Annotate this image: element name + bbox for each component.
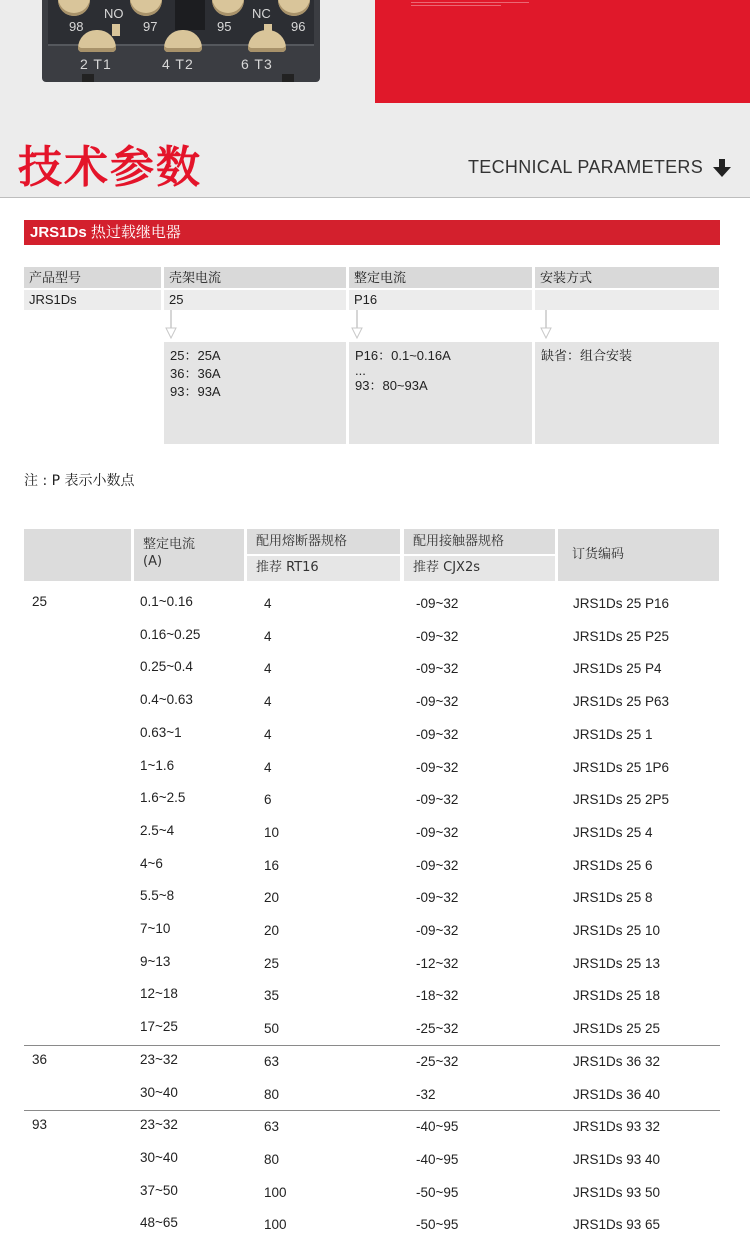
cell-fuse: 20 [264,923,280,938]
section-header [0,103,750,198]
table-row [24,790,720,823]
cell-contactor: -09~32 [416,759,459,775]
cell-current: 17~25 [140,1019,178,1035]
product-name: 热过载继电器 [90,224,181,241]
cell-fuse: 100 [264,1184,287,1200]
cell-code: JRS1Ds 25 25 [573,1021,661,1037]
header-contactor: 配用接触器规格 [404,529,555,554]
cell-code: JRS1Ds 25 1P6 [573,759,670,775]
cell-current: 23~32 [140,1117,178,1133]
table-row [24,986,720,1019]
hero-red-panel [375,0,750,103]
section-title: 技术参数 [18,142,202,193]
table-row [24,692,720,725]
cell-code: JRS1Ds 93 65 [573,1217,661,1233]
cell-current: 12~18 [140,986,178,1002]
relay-slot [175,0,205,30]
param-header: 安装方式 [535,267,719,288]
detail-line: 93：93A [170,384,221,399]
detail-line: P16：0.1~0.16A [355,348,451,363]
cell-code: JRS1Ds 25 P25 [573,628,670,644]
cell-code: JRS1Ds 25 6 [573,857,653,873]
cell-fuse: 4 [264,759,272,775]
detail-line: 36：36A [170,366,221,381]
cell-current: 0.4~0.63 [140,692,193,708]
cell-fuse: 80 [264,1086,280,1102]
terminal-label: 6 T3 [241,56,273,72]
cell-current: 4~6 [140,855,163,871]
setting-current-details [349,342,532,444]
cell-frame: 25 [32,594,48,609]
table-row [24,823,720,856]
cell-frame: 93 [32,1117,48,1133]
param-column-frame [164,267,346,310]
cell-contactor: -09~32 [416,661,459,677]
table-row [24,758,720,791]
terminal-label: NO [104,6,124,21]
cell-code: JRS1Ds 25 4 [573,824,653,840]
param-header: 壳架电流 [164,267,346,288]
header-order-code: 订货编码 [558,529,719,581]
cell-fuse: 63 [264,1119,280,1135]
hero-banner [0,0,750,103]
table-row [24,921,720,954]
table-row [24,725,720,758]
table-row [24,1085,720,1118]
cell-frame: 36 [32,1051,48,1067]
header-fuse-sub: 推荐 RT16 [247,556,400,581]
cell-current: 48~65 [140,1215,178,1231]
header-unit: (A) [143,554,163,569]
cell-current: 0.16~0.25 [140,626,201,642]
cell-current: 0.1~0.16 [140,594,193,609]
cell-code: JRS1Ds 25 8 [573,890,653,906]
cell-contactor: -09~32 [416,890,459,906]
group-separator [24,1045,720,1046]
cell-contactor: -50~95 [416,1184,459,1200]
cell-current: 30~40 [140,1084,178,1100]
terminal-label: 95 [217,19,232,34]
cell-fuse: 35 [264,988,280,1004]
note-text: 注 : P 表示小数点 [24,473,135,489]
cell-contactor: -40~95 [416,1119,459,1135]
decor-line [411,2,529,3]
terminal-label: 2 T1 [80,56,112,72]
table-row [24,1019,720,1052]
terminal-label: NC [252,6,271,21]
cell-code: JRS1Ds 25 1 [573,726,653,742]
param-column-install [535,267,719,310]
cell-code: JRS1Ds 93 32 [573,1119,661,1135]
cell-current: 1~1.6 [140,757,175,773]
cell-contactor: -12~32 [416,955,459,971]
detail-line: 缺省：组合安装 [541,348,633,363]
cell-contactor: -40~95 [416,1151,459,1167]
param-header: 产品型号 [24,267,161,288]
cell-fuse: 63 [264,1053,280,1069]
cell-fuse: 50 [264,1021,280,1037]
cell-code: JRS1Ds 25 P63 [573,694,670,710]
cell-contactor: -09~32 [416,694,459,710]
table-row [24,954,720,987]
cell-fuse: 100 [264,1217,287,1233]
cell-contactor: -09~32 [416,726,459,742]
cell-fuse: 4 [264,694,272,710]
cell-contactor: -09~32 [416,857,459,873]
cell-contactor: -50~95 [416,1217,459,1233]
cell-code: JRS1Ds 36 40 [573,1086,661,1102]
terminal-tab [112,24,120,36]
table-row [24,1215,720,1248]
relay-foot [82,74,94,82]
group-separator [24,1110,720,1111]
cell-contactor: -09~32 [416,596,459,611]
product-title-bar [24,220,720,245]
cell-fuse: 80 [264,1151,280,1167]
table-row [24,659,720,692]
cell-current: 0.25~0.4 [140,659,193,675]
frame-current-details [164,342,346,444]
cell-contactor: -09~32 [416,792,459,808]
table-row [24,1183,720,1216]
header-frame [24,529,131,581]
relay-product-image [42,0,320,82]
cell-code: JRS1Ds 25 P16 [573,596,670,611]
cell-current: 23~32 [140,1051,178,1067]
cell-code: JRS1Ds 25 13 [573,955,661,971]
cell-contactor: -09~32 [416,824,459,840]
cell-contactor: -32 [416,1086,436,1102]
table-row [24,1052,720,1085]
header-setting-current [134,529,244,581]
cell-contactor: -25~32 [416,1053,459,1069]
table-row [24,594,720,627]
terminal-label: 96 [291,19,306,34]
cell-current: 37~50 [140,1182,178,1198]
cell-code: JRS1Ds 25 P4 [573,661,662,677]
cell-fuse: 4 [264,726,272,742]
terminal-label: 4 T2 [162,56,194,72]
param-value: JRS1Ds [24,290,161,310]
decor-line [411,5,501,6]
cell-code: JRS1Ds 93 50 [573,1184,661,1200]
cell-current: 0.63~1 [140,724,182,740]
cell-fuse: 4 [264,628,272,644]
installation-details [535,342,719,444]
section-subtitle: TECHNICAL PARAMETERS [468,157,704,177]
cell-current: 5.5~8 [140,888,175,904]
arrow-down-icon [351,310,363,340]
cell-contactor: -09~32 [416,923,459,938]
cell-fuse: 4 [264,661,272,677]
terminal-label: 98 [69,19,84,34]
arrow-down-icon [165,310,177,340]
detail-line: ... [355,363,366,378]
param-column-model [24,267,161,310]
table-row [24,888,720,921]
cell-fuse: 6 [264,792,272,808]
detail-line: 25：25A [170,348,221,363]
cell-fuse: 16 [264,857,280,873]
cell-current: 9~13 [140,953,171,969]
cell-current: 1.6~2.5 [140,790,186,806]
cell-code: JRS1Ds 25 2P5 [573,792,670,808]
cell-fuse: 10 [264,824,280,840]
terminal-label: 97 [143,19,158,34]
table-row [24,1150,720,1183]
param-column-setting [349,267,532,310]
cell-code: JRS1Ds 36 32 [573,1053,661,1069]
cell-code: JRS1Ds 25 10 [573,923,661,938]
cell-code: JRS1Ds 25 18 [573,988,661,1004]
cell-current: 30~40 [140,1149,178,1165]
cell-code: JRS1Ds 93 40 [573,1151,661,1167]
product-model: JRS1Ds [30,224,87,241]
table-row [24,856,720,889]
header-contactor-sub: 推荐 CJX2s [404,556,555,581]
relay-foot [282,74,294,82]
table-row [24,627,720,660]
header-label: 整定电流 [143,537,196,552]
arrow-down-icon [540,310,552,340]
param-value: 25 [164,290,346,310]
param-value: P16 [349,290,532,310]
param-value [535,290,719,310]
param-header: 整定电流 [349,267,532,288]
cell-fuse: 20 [264,890,280,906]
cell-contactor: -09~32 [416,628,459,644]
cell-fuse: 4 [264,596,272,611]
cell-contactor: -25~32 [416,1021,459,1037]
cell-current: 2.5~4 [140,822,175,838]
header-fuse: 配用熔断器规格 [247,529,400,554]
table-row [24,1117,720,1150]
arrow-down-icon [712,158,732,178]
detail-line: 93：80~93A [355,378,428,393]
cell-fuse: 25 [264,955,280,971]
cell-contactor: -18~32 [416,988,459,1004]
cell-current: 7~10 [140,921,171,936]
